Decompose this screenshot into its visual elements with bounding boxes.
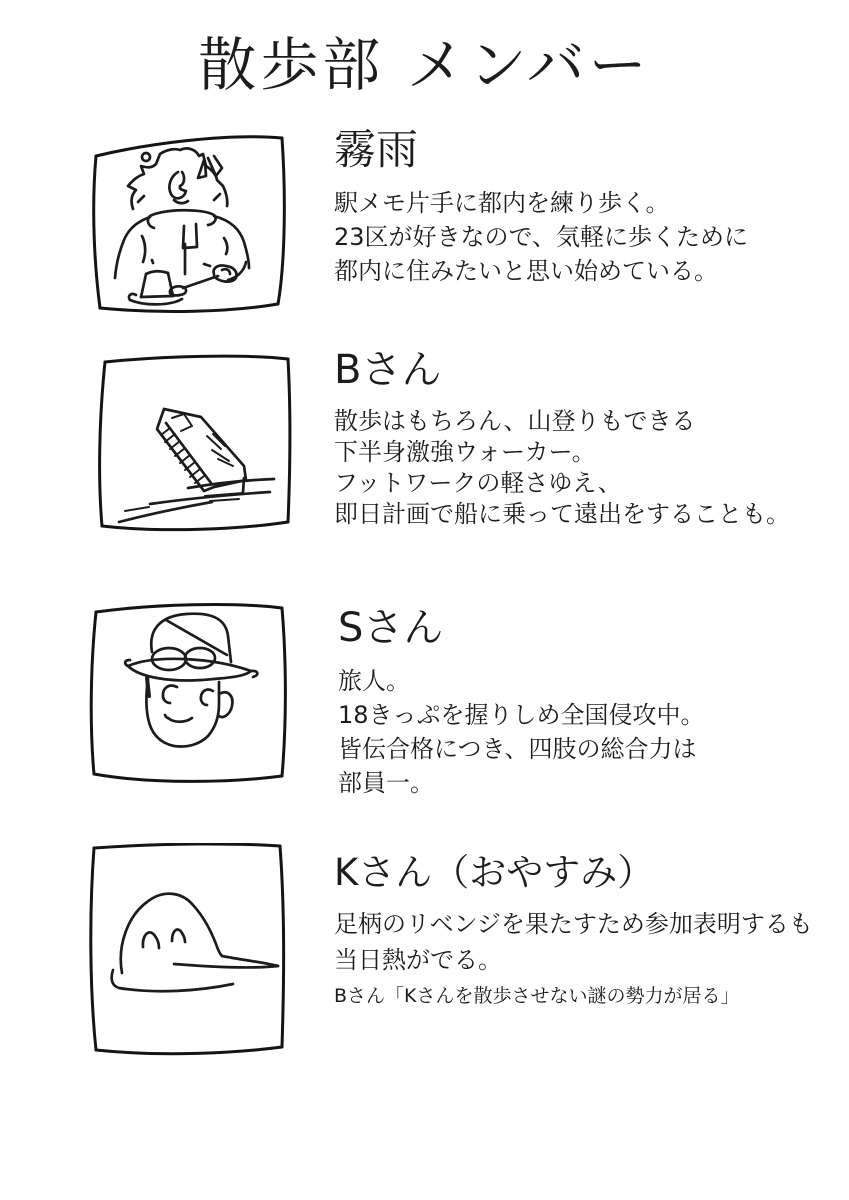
man-face-sketch xyxy=(125,614,257,747)
member-info-b-san xyxy=(334,348,839,530)
duck-head-sketch xyxy=(84,843,296,1058)
member-description-line: 部員一。 xyxy=(338,768,434,797)
portrait-b-san xyxy=(92,352,300,544)
portrait-s-san xyxy=(84,598,296,794)
member-description-line: 皆伝合格につき、四肢の総合力は xyxy=(338,734,697,763)
ground-lines xyxy=(119,479,274,522)
closed-happy-eyes xyxy=(143,930,185,948)
member-name: Bさん xyxy=(334,347,442,393)
member-description-line: 当日熱がでる。 xyxy=(334,946,502,975)
girl-with-pudding-sketch xyxy=(86,124,294,318)
hand-drawn-frame xyxy=(100,356,290,529)
member-quote-note: Bさん「Kさんを散歩させない謎の勢力が居る」 xyxy=(334,985,740,1008)
member-info-k-san xyxy=(334,852,839,1012)
man-with-hat-sketch xyxy=(84,598,296,794)
hand-drawn-frame xyxy=(91,605,285,782)
member-description-line: 散歩はもちろん、山登りもできる xyxy=(334,406,696,435)
member-description-line: 旅人。 xyxy=(338,666,410,695)
member-description-line: 即日計画で船に乗って遠出をすることも。 xyxy=(334,499,790,528)
duck-sketch xyxy=(112,894,278,992)
member-description-line: 下半身激強ウォーカー。 xyxy=(334,437,596,466)
stone-sketch xyxy=(119,409,274,522)
member-description-line: 都内に住みたいと思い始めている。 xyxy=(334,257,718,286)
portrait-kirisame xyxy=(86,124,294,318)
member-description-line: 23区が好きなので、気軽に歩くために xyxy=(334,223,749,252)
spoon-icon xyxy=(170,276,218,295)
member-info-s-san xyxy=(338,606,843,800)
member-description-line: 18きっぷを握りしめ全国侵攻中。 xyxy=(338,700,705,729)
member-name: Sさん xyxy=(338,605,444,651)
stone-monolith-sketch xyxy=(92,352,300,544)
member-info-kirisame xyxy=(334,126,839,288)
hand-drawn-frame xyxy=(91,844,284,1054)
member-name: Kさん（おやすみ） xyxy=(334,851,655,894)
hatching-lines xyxy=(161,428,204,483)
member-description-line: 足柄のリベンジを果たすため参加表明するも xyxy=(334,910,813,939)
hat-icon xyxy=(125,614,257,681)
page-title: 散歩部 メンバー xyxy=(198,31,651,99)
portrait-k-san xyxy=(84,843,296,1058)
member-description-line: フットワークの軽さゆえ、 xyxy=(334,468,622,497)
girl-sketch xyxy=(115,148,249,304)
member-description-line: 駅メモ片手に都内を練り歩く。 xyxy=(334,189,670,218)
member-name: 霧雨 xyxy=(334,125,419,174)
